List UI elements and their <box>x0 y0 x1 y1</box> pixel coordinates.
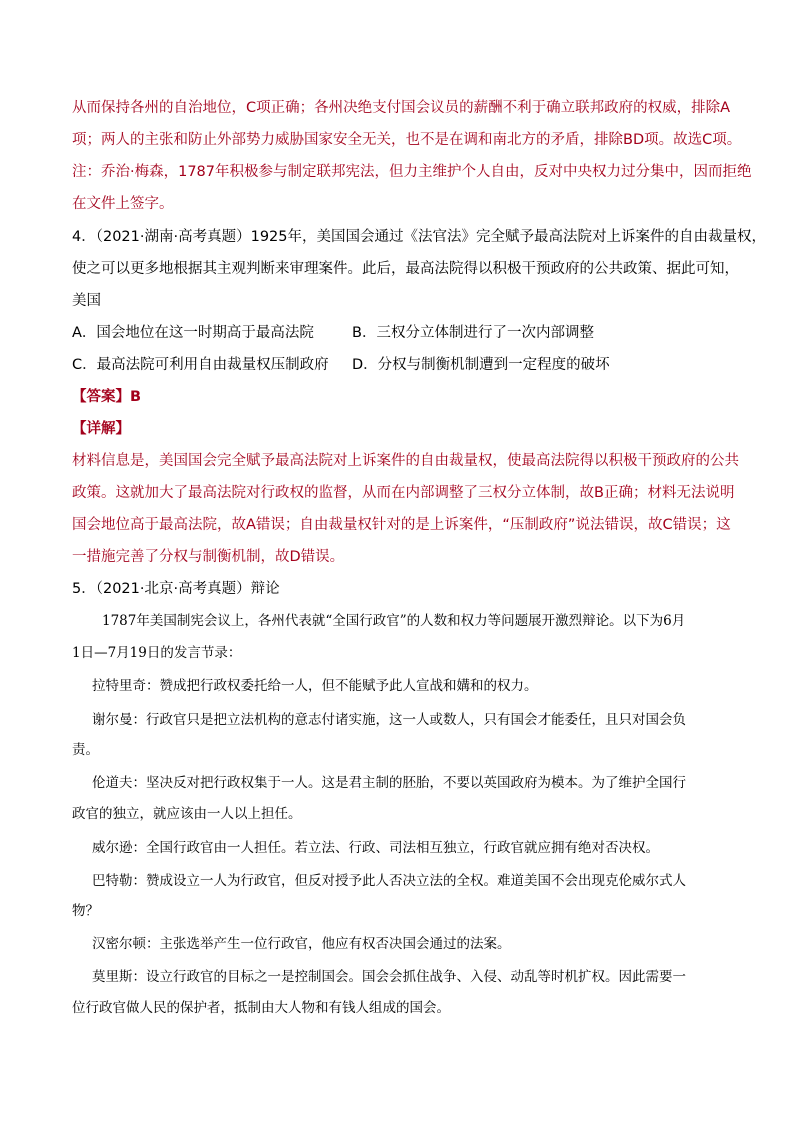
q5-intro-line: 1787年美国制宪会议上，各州代表就“全国行政官”的人数和权力等问题展开激烈辩论。以下为6月 <box>102 613 686 629</box>
q4-option-a: A．国会地位在这一时期高于最高法院 <box>72 325 314 341</box>
q4-detail-line: 材料信息是，美国国会完全赋予最高法院对上诉案件的自由裁量权，使最高法院得以积极干预政府的公共 <box>72 453 739 469</box>
q5-speech-line: 威尔逊：全国行政官由一人担任。若立法、行政、司法相互独立，行政官就应拥有绝对否决权。 <box>92 840 659 856</box>
q4-detail-line: 一措施完善了分权与制衡机制，故D错误。 <box>72 549 345 565</box>
explanation-line: 在文件上签字。 <box>72 196 174 212</box>
q4-detail-line: 国会地位高于最高法院，故A错误；自由裁量权针对的是上诉案件，“压制政府”说法错误，故C错误；这 <box>72 517 731 533</box>
q4-option-b: B．三权分立体制进行了一次内部调整 <box>352 325 594 341</box>
q4-option-c: C．最高法院可利用自由裁量权压制政府 <box>72 357 329 373</box>
q5-speech-line: 巴特勒：赞成设立一人为行政官，但反对授予此人否决立法的全权。难道美国不会出现克伦威尔式人 <box>92 873 686 889</box>
q5-speech-line: 政官的独立，就应该由一人以上担任。 <box>72 806 302 822</box>
q5-speech-line: 位行政官做人民的保护者，抵制由大人物和有钱人组成的国会。 <box>72 1000 450 1016</box>
q5-speech-line: 谢尔曼：行政官只是把立法机构的意志付诸实施，这一人或数人，只有国会才能委任，且只对国会负 <box>92 712 686 728</box>
q5-stem: 5．（2021·北京·高考真题）辩论 <box>72 581 280 597</box>
q5-speech-line: 物？ <box>72 903 99 919</box>
q4-option-d: D．分权与制衡机制遭到一定程度的破坏 <box>352 357 610 373</box>
q4-stem-line: 4．（2021·湖南·高考真题）1925年，美国国会通过《法官法》完全赋予最高法院对上诉案件的自由裁量权， <box>72 229 766 245</box>
explanation-line: 注：乔治·梅森，1787年积极参与制定联邦宪法，但力主维护个人自由，反对中央权力过分集中，因而拒绝 <box>72 164 752 180</box>
explanation-line: 项；两人的主张和防止外部势力威胁国家安全无关，也不是在调和南北方的矛盾，排除BD项。故选C项。 <box>72 132 742 148</box>
q4-detail-label: 【详解】 <box>72 421 130 437</box>
q5-speech-line: 汉密尔顿：主张选举产生一位行政官，他应有权否决国会通过的法案。 <box>92 936 511 952</box>
q5-intro-line: 1日—7月19日的发言节录： <box>72 645 242 661</box>
q5-speech-line: 拉特里奇：赞成把行政权委托给一人，但不能赋予此人宣战和媾和的权力。 <box>92 678 538 694</box>
explanation-line: 从而保持各州的自治地位，C项正确；各州决绝支付国会议员的薪酬不利于确立联邦政府的权威，排除A <box>72 100 731 116</box>
q4-detail-line: 政策。这就加大了最高法院对行政权的监督，从而在内部调整了三权分立体制，故B正确；材料无法说明 <box>72 485 735 501</box>
q5-speech-line: 责。 <box>72 742 99 758</box>
q4-stem-line: 美国 <box>72 293 101 309</box>
q5-speech-line: 莫里斯：设立行政官的目标之一是控制国会。国会会抓住战争、入侵、动乱等时机扩权。因此需要一 <box>92 969 686 985</box>
q4-answer: 【答案】B <box>72 389 142 405</box>
q5-speech-line: 伦道夫：坚决反对把行政权集于一人。这是君主制的胚胎，不要以英国政府为模本。为了维护全国行 <box>92 775 686 791</box>
q4-stem-line: 使之可以更多地根据其主观判断来审理案件。此后，最高法院得以积极干预政府的公共政策、据此可知， <box>72 261 739 277</box>
